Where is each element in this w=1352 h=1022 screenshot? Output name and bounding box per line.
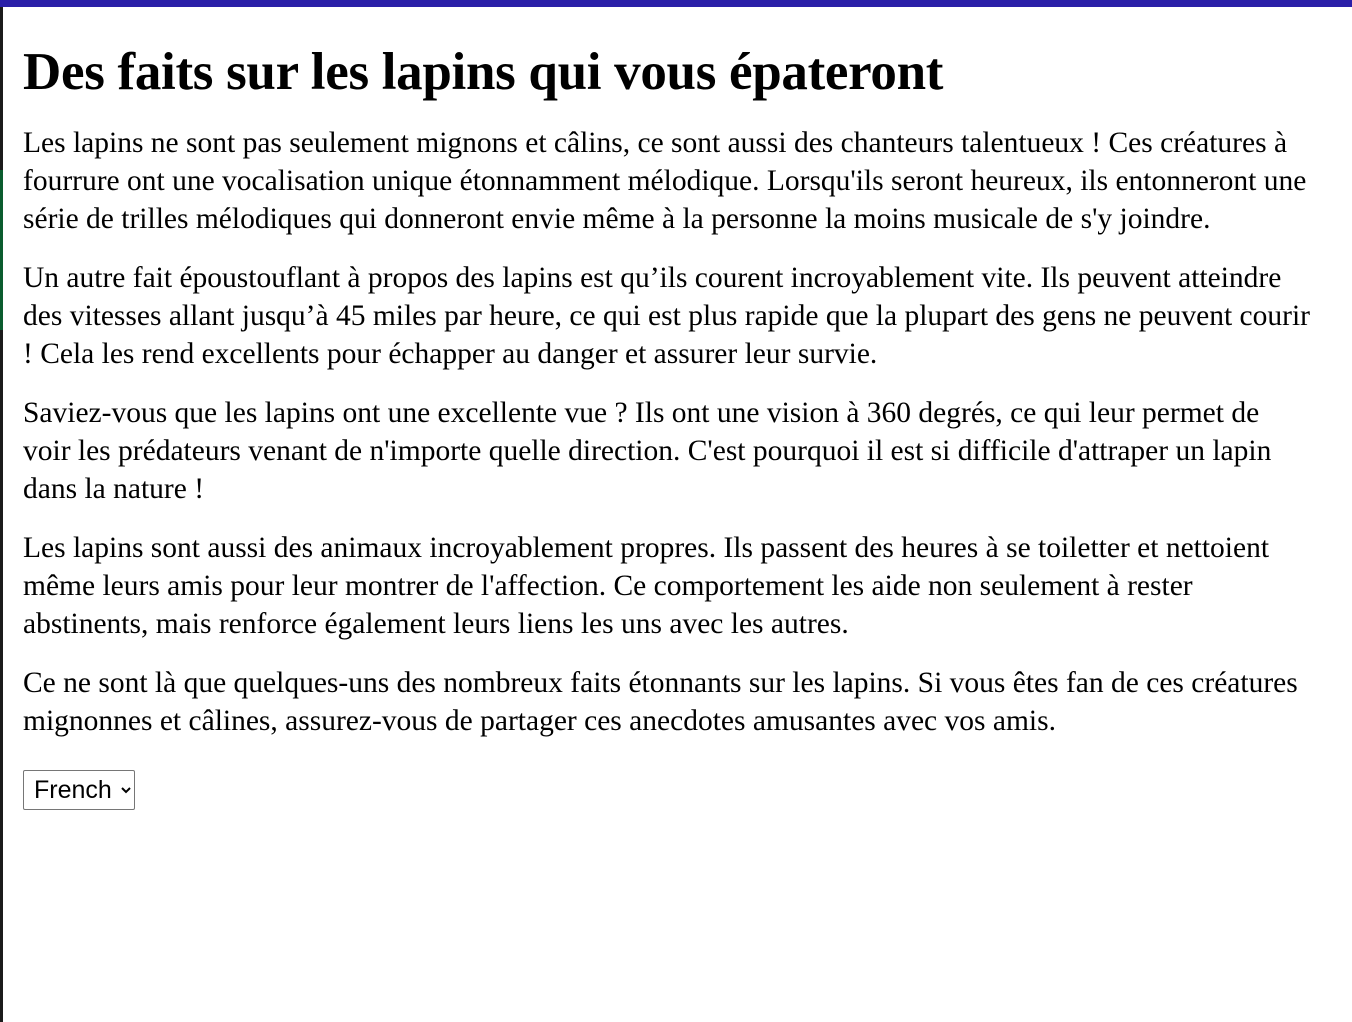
- article-paragraph: Un autre fait époustouflant à propos des lapins est qu’ils courent incroyablement vite. Ils peuvent atteindre des vitesses allant jusqu’à 45 miles par heure, ce qui est plus rapide que la plupart des gens ne peuvent courir ! Cela les rend excellents pour échapper au danger et assurer leur survie.: [23, 262, 1310, 371]
- article-paragraph: Les lapins sont aussi des animaux incroyablement propres. Ils passent des heures à se toiletter et nettoient même leurs amis pour leur montrer de l'affection. Ce comportement les aide non seulement à rester abstinents, mais renforce également leurs liens les uns avec les autres.: [23, 532, 1270, 641]
- article-paragraph: Ce ne sont là que quelques-uns des nombreux faits étonnants sur les lapins. Si vous êtes fan de ces créatures mignonnes et câlines, assurez-vous de partager ces anecdotes amusantes avec vos amis.: [23, 667, 1298, 738]
- page-title: Des faits sur les lapins qui vous épateront: [23, 43, 944, 101]
- language-selector-wrap: [23, 770, 1312, 810]
- language-select[interactable]: [23, 770, 135, 810]
- article-page: [3, 7, 1352, 1022]
- top-accent-bar: [0, 0, 1352, 7]
- article-paragraph: Les lapins ne sont pas seulement mignons et câlins, ce sont aussi des chanteurs talentueux ! Ces créatures à fourrure ont une vocalisation unique étonnamment mélodique. Lorsqu'ils seront heureux, ils entonneront une série de trilles mélodiques qui donneront envie même à la personne la moins musicale de s'y joindre.: [23, 127, 1307, 236]
- article-paragraph: Saviez-vous que les lapins ont une excellente vue ? Ils ont une vision à 360 degrés, ce qui leur permet de voir les prédateurs venant de n'importe quelle direction. C'est pourquoi il est si difficile d'attraper un lapin dans la nature !: [23, 397, 1272, 506]
